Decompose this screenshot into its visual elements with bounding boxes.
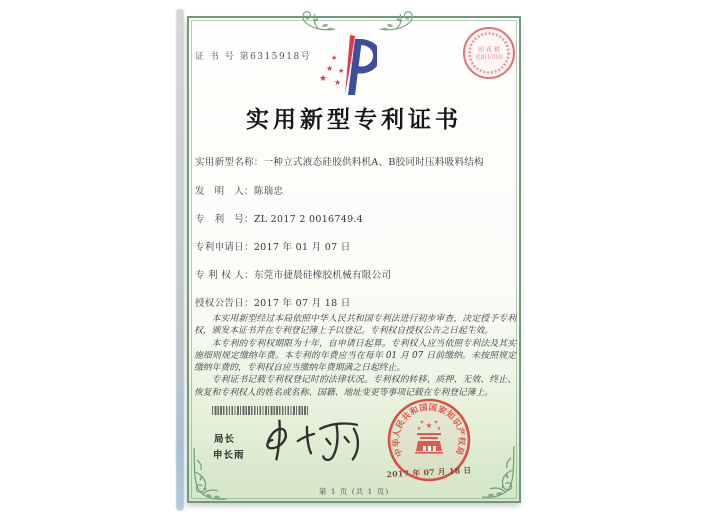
svg-text:★: ★ — [436, 426, 442, 432]
field-label: 专利申请日： — [195, 242, 254, 253]
svg-text:★: ★ — [331, 54, 338, 62]
certificate-frame — [187, 16, 521, 503]
field-value: 一种立式液态硅胶供料机A、B胶同时压料吸料结构 — [263, 157, 484, 168]
field-value: 2017 年 01 月 07 日 — [253, 242, 351, 253]
director-signature — [257, 414, 363, 464]
field-value: ZL 2017 2 0016749.4 — [253, 214, 364, 225]
page-indicator: 第 1 页 (共 1 页) — [318, 487, 390, 496]
agency-stamp-seal — [461, 25, 517, 81]
legal-paragraph-1: 本实用新型经过本局依照中华人民共和国专利法进行初步审查，决定授予专利权，颁发本证书并在专利登记簿上予以登记。专利权自授权公告之日起生效。 — [194, 314, 516, 337]
patent-office-logo — [317, 33, 377, 99]
field-label: 授权公告日： — [195, 298, 254, 309]
field-label: 发 明 人： — [195, 186, 254, 197]
svg-text:★: ★ — [416, 426, 422, 432]
seal-date: 2017 年 07 月 18 日 — [386, 465, 472, 480]
field-value: 陈瑞忠 — [253, 186, 284, 197]
field-label: 实用新型名称： — [195, 157, 264, 168]
field-grant-date — [195, 295, 351, 309]
seal-organization-text: 中华人民共和国国家知识产权局 — [390, 401, 468, 459]
svg-text:★: ★ — [425, 421, 433, 430]
paper-edge-shadow — [176, 9, 184, 511]
certificate-title: 实用新型专利证书 — [246, 106, 462, 133]
field-patentee — [195, 267, 391, 281]
svg-text:★: ★ — [319, 74, 328, 84]
agency-stamp-line2: 代扣专用章 — [475, 55, 503, 61]
top-left-ornament-icon — [294, 8, 336, 34]
top-right-ornament-icon — [379, 8, 421, 34]
field-label: 专 利 权 人： — [195, 270, 254, 281]
field-utility-model-name — [195, 154, 484, 168]
field-filing-date — [195, 239, 351, 253]
legal-text — [194, 313, 516, 399]
field-value: 2017 年 07 月 18 日 — [253, 298, 351, 309]
field-inventor — [195, 183, 283, 197]
director-title: 局长 — [214, 434, 236, 445]
logo-stars — [319, 54, 344, 87]
svg-text:★: ★ — [419, 419, 425, 426]
svg-text:★: ★ — [326, 64, 334, 73]
logo-p-shape — [345, 35, 377, 95]
director-name: 申长雨 — [213, 450, 245, 461]
legal-paragraph-3: 专利证书记载专利权登记时的法律状况。专利权的转移、质押、无效、终止、恢复和专利权人的姓名或名称、国籍、地址变更等事项记载在专利登记簿上。 — [194, 375, 516, 398]
field-label: 专 利 号： — [195, 214, 254, 225]
svg-text:★: ★ — [338, 67, 345, 75]
agency-stamp-line1: 印 花 税 — [478, 46, 500, 54]
field-value: 东莞市捷晨硅橡胶机械有限公司 — [253, 270, 392, 281]
field-patent-number — [195, 211, 363, 225]
certificate-number: 证 书 号 第6315918号 — [195, 52, 312, 62]
svg-text:★: ★ — [433, 419, 439, 426]
legal-paragraph-2: 本专利的专利权期限为十年，自申请日起算。专利权人应当依照专利法及其实施细则规定缴纳年费。本专利的年费应当在每年 01 月 07 日前缴纳。未按照规定缴纳年费的，专利权自应当缴纳年费期满之日起终止。 — [194, 338, 516, 374]
svg-text:★: ★ — [334, 78, 342, 87]
